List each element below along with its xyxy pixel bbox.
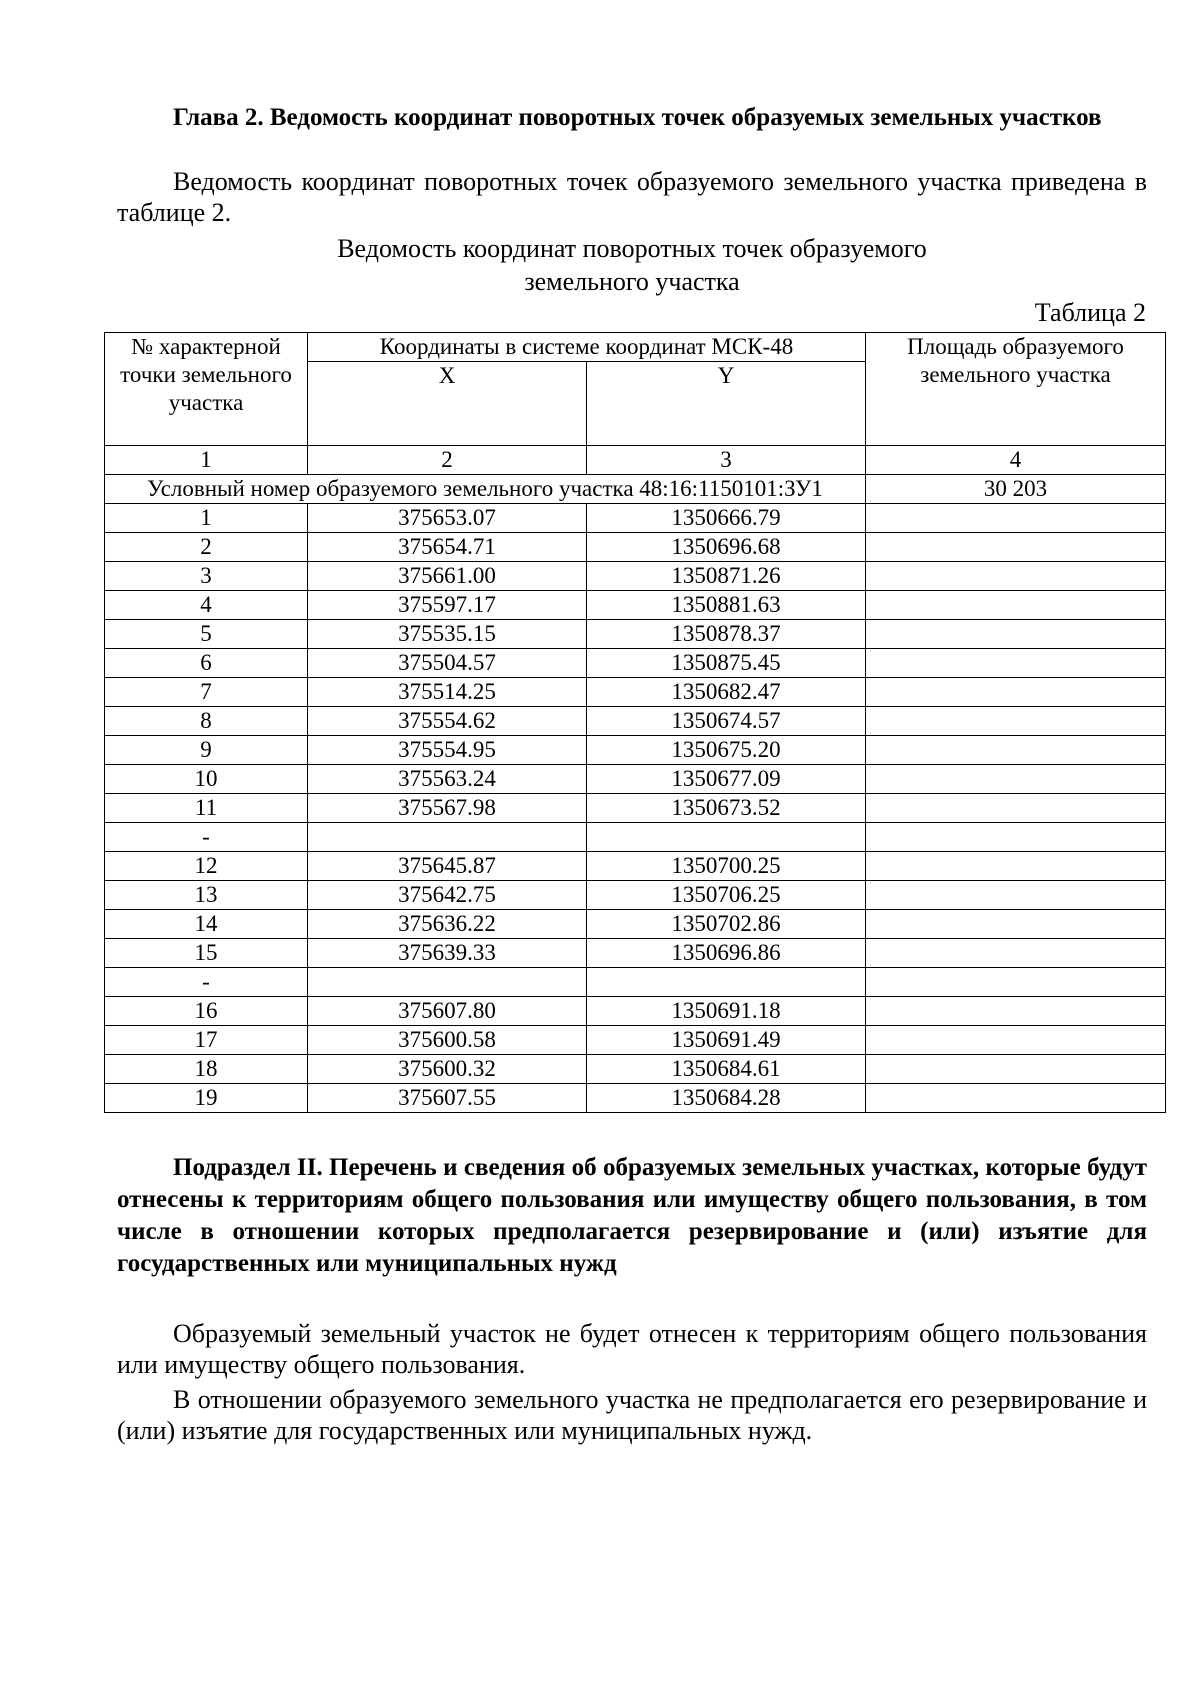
y-coordinate-cell — [587, 823, 866, 852]
y-coordinate-cell: 1350700.25 — [587, 852, 866, 881]
area-cell — [866, 794, 1166, 823]
point-number-cell: 2 — [105, 533, 308, 562]
point-number-cell: - — [105, 823, 308, 852]
parcel-label: Условный номер образуемого земельного участка 48:16:1150101:ЗУ1 — [105, 475, 866, 504]
y-coordinate-cell: 1350674.57 — [587, 707, 866, 736]
y-coordinate-cell: 1350682.47 — [587, 678, 866, 707]
x-coordinate-cell: 375514.25 — [308, 678, 587, 707]
x-coordinate-cell: 375597.17 — [308, 591, 587, 620]
column-number: 2 — [308, 446, 587, 475]
y-coordinate-cell: 1350878.37 — [587, 620, 866, 649]
area-cell — [866, 562, 1166, 591]
x-coordinate-cell: 375554.95 — [308, 736, 587, 765]
area-cell — [866, 765, 1166, 794]
table-row — [105, 881, 1166, 910]
point-number-cell: 6 — [105, 649, 308, 678]
header-area: Площадь образуемого земельного участка — [866, 333, 1166, 446]
parcel-area: 30 203 — [866, 475, 1166, 504]
table-row — [105, 910, 1166, 939]
point-number-cell: 10 — [105, 765, 308, 794]
table-caption — [117, 232, 1147, 298]
area-cell — [866, 707, 1166, 736]
x-coordinate-cell: 375636.22 — [308, 910, 587, 939]
area-cell — [866, 1026, 1166, 1055]
x-coordinate-cell: 375563.24 — [308, 765, 587, 794]
table-caption-line-2: земельного участка — [524, 267, 740, 296]
area-cell — [866, 504, 1166, 533]
header-y: Y — [587, 362, 866, 446]
table-row — [105, 968, 1166, 997]
table-row — [105, 504, 1166, 533]
column-number-row — [105, 446, 1166, 475]
point-number-cell: - — [105, 968, 308, 997]
table-row — [105, 794, 1166, 823]
y-coordinate-cell: 1350673.52 — [587, 794, 866, 823]
y-coordinate-cell — [587, 968, 866, 997]
y-coordinate-cell: 1350871.26 — [587, 562, 866, 591]
table-row — [105, 852, 1166, 881]
x-coordinate-cell — [308, 823, 587, 852]
x-coordinate-cell: 375504.57 — [308, 649, 587, 678]
y-coordinate-cell: 1350696.86 — [587, 939, 866, 968]
intro-paragraph: Ведомость координат поворотных точек образуемого земельного участка приведена в таблице 2. — [117, 167, 1147, 227]
area-cell — [866, 997, 1166, 1026]
x-coordinate-cell: 375642.75 — [308, 881, 587, 910]
y-coordinate-cell: 1350875.45 — [587, 649, 866, 678]
x-coordinate-cell: 375639.33 — [308, 939, 587, 968]
point-number-cell: 19 — [105, 1084, 308, 1113]
paragraph-reservation: В отношении образуемого земельного участка не предполагается его резервирование и (или) изъятие для государственных или муниципальных нужд. — [117, 1385, 1147, 1445]
table-row — [105, 997, 1166, 1026]
point-number-cell: 9 — [105, 736, 308, 765]
header-point-number: № характерной точки земельного участка — [105, 333, 308, 446]
area-cell — [866, 533, 1166, 562]
table-row — [105, 1084, 1166, 1113]
point-number-cell: 14 — [105, 910, 308, 939]
point-number-cell: 15 — [105, 939, 308, 968]
parcel-row — [105, 475, 1166, 504]
table-row — [105, 533, 1166, 562]
y-coordinate-cell: 1350691.18 — [587, 997, 866, 1026]
y-coordinate-cell: 1350666.79 — [587, 504, 866, 533]
header-x: X — [308, 362, 587, 446]
table-row — [105, 649, 1166, 678]
x-coordinate-cell: 375653.07 — [308, 504, 587, 533]
y-coordinate-cell: 1350684.28 — [587, 1084, 866, 1113]
area-cell — [866, 1084, 1166, 1113]
point-number-cell: 13 — [105, 881, 308, 910]
header-row — [105, 333, 1166, 362]
chapter-heading: Глава 2. Ведомость координат поворотных точек образуемых земельных участков — [173, 104, 1102, 131]
table-row — [105, 823, 1166, 852]
table-row — [105, 707, 1166, 736]
point-number-cell: 1 — [105, 504, 308, 533]
y-coordinate-cell: 1350675.20 — [587, 736, 866, 765]
y-coordinate-cell: 1350677.09 — [587, 765, 866, 794]
table-row — [105, 736, 1166, 765]
point-number-cell: 5 — [105, 620, 308, 649]
table-row — [105, 591, 1166, 620]
x-coordinate-cell: 375600.32 — [308, 1055, 587, 1084]
x-coordinate-cell: 375535.15 — [308, 620, 587, 649]
table-row — [105, 678, 1166, 707]
x-coordinate-cell — [308, 968, 587, 997]
area-cell — [866, 910, 1166, 939]
area-cell — [866, 736, 1166, 765]
table-row — [105, 1026, 1166, 1055]
x-coordinate-cell: 375600.58 — [308, 1026, 587, 1055]
table-row — [105, 939, 1166, 968]
point-number-cell: 3 — [105, 562, 308, 591]
table-row — [105, 765, 1166, 794]
header-coordinates: Координаты в системе координат МСК-48 — [308, 333, 866, 362]
x-coordinate-cell: 375607.55 — [308, 1084, 587, 1113]
area-cell — [866, 968, 1166, 997]
coordinates-table — [104, 332, 1166, 1113]
point-number-cell: 11 — [105, 794, 308, 823]
point-number-cell: 4 — [105, 591, 308, 620]
y-coordinate-cell: 1350702.86 — [587, 910, 866, 939]
point-number-cell: 17 — [105, 1026, 308, 1055]
y-coordinate-cell: 1350881.63 — [587, 591, 866, 620]
x-coordinate-cell: 375567.98 — [308, 794, 587, 823]
column-number: 4 — [866, 446, 1166, 475]
area-cell — [866, 823, 1166, 852]
table-row — [105, 620, 1166, 649]
area-cell — [866, 678, 1166, 707]
table-number: Таблица 2 — [1034, 298, 1146, 327]
point-number-cell: 12 — [105, 852, 308, 881]
paragraph-public-use: Образуемый земельный участок не будет отнесен к территориям общего пользования или имуществу общего пользования. — [117, 1319, 1147, 1379]
y-coordinate-cell: 1350706.25 — [587, 881, 866, 910]
area-cell — [866, 852, 1166, 881]
table-caption-line-1: Ведомость координат поворотных точек образуемого — [337, 234, 927, 263]
y-coordinate-cell: 1350696.68 — [587, 533, 866, 562]
point-number-cell: 18 — [105, 1055, 308, 1084]
x-coordinate-cell: 375661.00 — [308, 562, 587, 591]
column-number: 3 — [587, 446, 866, 475]
x-coordinate-cell: 375654.71 — [308, 533, 587, 562]
x-coordinate-cell: 375607.80 — [308, 997, 587, 1026]
point-number-cell: 16 — [105, 997, 308, 1026]
point-number-cell: 7 — [105, 678, 308, 707]
y-coordinate-cell: 1350684.61 — [587, 1055, 866, 1084]
subsection-heading: Подраздел II. Перечень и сведения об образуемых земельных участках, которые будут отнесены к территориям общего пользования или имуществу общего пользования, в том числе в отношении которых предполагается резервирование и (или) изъятие для государственных или муниципальных нужд — [117, 1154, 1147, 1277]
y-coordinate-cell: 1350691.49 — [587, 1026, 866, 1055]
point-number-cell: 8 — [105, 707, 308, 736]
x-coordinate-cell: 375554.62 — [308, 707, 587, 736]
table-row — [105, 562, 1166, 591]
x-coordinate-cell: 375645.87 — [308, 852, 587, 881]
area-cell — [866, 620, 1166, 649]
area-cell — [866, 591, 1166, 620]
area-cell — [866, 881, 1166, 910]
area-cell — [866, 1055, 1166, 1084]
column-number: 1 — [105, 446, 308, 475]
area-cell — [866, 649, 1166, 678]
area-cell — [866, 939, 1166, 968]
table-row — [105, 1055, 1166, 1084]
